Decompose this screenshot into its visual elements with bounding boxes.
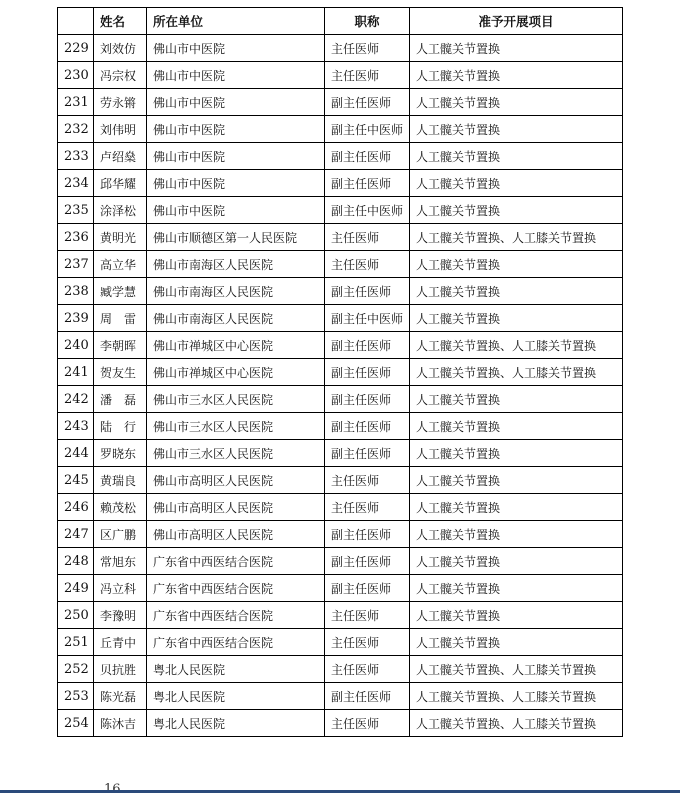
hospital-unit: 佛山市三水区人民医院	[147, 440, 325, 467]
row-index: 254	[58, 710, 94, 737]
row-index: 240	[58, 332, 94, 359]
professional-title: 副主任医师	[325, 440, 410, 467]
row-index: 239	[58, 305, 94, 332]
doctor-name: 丘青中	[94, 629, 147, 656]
doctor-name: 陆 行	[94, 413, 147, 440]
row-index: 237	[58, 251, 94, 278]
approved-project: 人工髋关节置换	[410, 575, 623, 602]
row-index: 248	[58, 548, 94, 575]
professional-title: 副主任医师	[325, 332, 410, 359]
approved-project: 人工髋关节置换	[410, 170, 623, 197]
professional-title: 副主任医师	[325, 521, 410, 548]
table-row	[58, 548, 623, 575]
doctor-name: 陈沐吉	[94, 710, 147, 737]
professional-title: 副主任医师	[325, 359, 410, 386]
doctor-name: 贝抗胜	[94, 656, 147, 683]
table-row	[58, 386, 623, 413]
professional-title: 副主任医师	[325, 575, 410, 602]
table-row	[58, 143, 623, 170]
doctor-name: 罗晓东	[94, 440, 147, 467]
approved-project: 人工髋关节置换	[410, 305, 623, 332]
approved-project: 人工髋关节置换	[410, 413, 623, 440]
hospital-unit: 佛山市高明区人民医院	[147, 521, 325, 548]
approved-project: 人工髋关节置换	[410, 629, 623, 656]
header-row	[58, 8, 623, 35]
row-index: 249	[58, 575, 94, 602]
doctor-name: 李豫明	[94, 602, 147, 629]
approved-project: 人工髋关节置换、人工膝关节置换	[410, 224, 623, 251]
table-row	[58, 629, 623, 656]
header-unit: 所在单位	[147, 8, 325, 35]
table-row	[58, 89, 623, 116]
approved-project: 人工髋关节置换	[410, 521, 623, 548]
hospital-unit: 佛山市中医院	[147, 62, 325, 89]
table-row	[58, 710, 623, 737]
hospital-unit: 佛山市禅城区中心医院	[147, 359, 325, 386]
approved-project: 人工髋关节置换、人工膝关节置换	[410, 332, 623, 359]
header-index	[58, 8, 94, 35]
table-row	[58, 35, 623, 62]
row-index: 251	[58, 629, 94, 656]
hospital-unit: 佛山市三水区人民医院	[147, 386, 325, 413]
table-row	[58, 683, 623, 710]
hospital-unit: 佛山市高明区人民医院	[147, 467, 325, 494]
row-index: 229	[58, 35, 94, 62]
document-table-container	[57, 7, 623, 737]
table-row	[58, 602, 623, 629]
approved-project: 人工髋关节置换	[410, 143, 623, 170]
table-row	[58, 494, 623, 521]
approved-project: 人工髋关节置换	[410, 386, 623, 413]
approved-project: 人工髋关节置换	[410, 548, 623, 575]
table-row	[58, 62, 623, 89]
doctor-name: 常旭东	[94, 548, 147, 575]
professional-title: 副主任医师	[325, 278, 410, 305]
table-row	[58, 575, 623, 602]
doctor-name: 卢绍燊	[94, 143, 147, 170]
hospital-unit: 佛山市中医院	[147, 170, 325, 197]
hospital-unit: 佛山市高明区人民医院	[147, 494, 325, 521]
row-index: 242	[58, 386, 94, 413]
row-index: 241	[58, 359, 94, 386]
row-index: 236	[58, 224, 94, 251]
approved-project: 人工髋关节置换、人工膝关节置换	[410, 683, 623, 710]
row-index: 232	[58, 116, 94, 143]
professional-title: 副主任中医师	[325, 305, 410, 332]
table-row	[58, 521, 623, 548]
doctor-name: 贺友生	[94, 359, 147, 386]
table-row	[58, 197, 623, 224]
professional-title: 副主任医师	[325, 548, 410, 575]
doctor-name: 黄明光	[94, 224, 147, 251]
table-row	[58, 251, 623, 278]
row-index: 235	[58, 197, 94, 224]
approved-project: 人工髋关节置换	[410, 62, 623, 89]
approved-project: 人工髋关节置换	[410, 197, 623, 224]
approved-project: 人工髋关节置换、人工膝关节置换	[410, 656, 623, 683]
table-row	[58, 305, 623, 332]
doctor-name: 周 雷	[94, 305, 147, 332]
professional-title: 主任医师	[325, 35, 410, 62]
professional-title: 副主任医师	[325, 386, 410, 413]
approved-project: 人工髋关节置换、人工膝关节置换	[410, 710, 623, 737]
doctor-name: 李朝晖	[94, 332, 147, 359]
doctor-name: 赖茂松	[94, 494, 147, 521]
table-row	[58, 656, 623, 683]
professional-title: 主任医师	[325, 224, 410, 251]
table-row	[58, 440, 623, 467]
row-index: 234	[58, 170, 94, 197]
hospital-unit: 佛山市南海区人民医院	[147, 278, 325, 305]
row-index: 245	[58, 467, 94, 494]
table-row	[58, 116, 623, 143]
header-project: 准予开展项目	[410, 8, 623, 35]
table-header	[58, 8, 623, 35]
hospital-unit: 粤北人民医院	[147, 710, 325, 737]
professional-title: 副主任医师	[325, 170, 410, 197]
professional-title: 副主任医师	[325, 683, 410, 710]
qualified-doctors-table	[57, 7, 623, 737]
professional-title: 主任医师	[325, 494, 410, 521]
professional-title: 主任医师	[325, 710, 410, 737]
approved-project: 人工髋关节置换	[410, 278, 623, 305]
row-index: 250	[58, 602, 94, 629]
approved-project: 人工髋关节置换、人工膝关节置换	[410, 359, 623, 386]
professional-title: 副主任医师	[325, 413, 410, 440]
hospital-unit: 佛山市三水区人民医院	[147, 413, 325, 440]
hospital-unit: 粤北人民医院	[147, 683, 325, 710]
hospital-unit: 粤北人民医院	[147, 656, 325, 683]
approved-project: 人工髋关节置换	[410, 251, 623, 278]
doctor-name: 高立华	[94, 251, 147, 278]
row-index: 253	[58, 683, 94, 710]
approved-project: 人工髋关节置换	[410, 440, 623, 467]
professional-title: 主任医师	[325, 467, 410, 494]
approved-project: 人工髋关节置换	[410, 116, 623, 143]
doctor-name: 黄瑞良	[94, 467, 147, 494]
professional-title: 副主任中医师	[325, 116, 410, 143]
doctor-name: 冯宗权	[94, 62, 147, 89]
hospital-unit: 广东省中西医结合医院	[147, 602, 325, 629]
table-body	[58, 35, 623, 737]
hospital-unit: 佛山市中医院	[147, 35, 325, 62]
approved-project: 人工髋关节置换	[410, 467, 623, 494]
professional-title: 主任医师	[325, 656, 410, 683]
doctor-name: 区广鹏	[94, 521, 147, 548]
row-index: 230	[58, 62, 94, 89]
professional-title: 主任医师	[325, 62, 410, 89]
row-index: 231	[58, 89, 94, 116]
table-row	[58, 224, 623, 251]
header-name: 姓名	[94, 8, 147, 35]
doctor-name: 臧学慧	[94, 278, 147, 305]
hospital-unit: 佛山市中医院	[147, 197, 325, 224]
row-index: 247	[58, 521, 94, 548]
row-index: 233	[58, 143, 94, 170]
row-index: 252	[58, 656, 94, 683]
doctor-name: 刘伟明	[94, 116, 147, 143]
doctor-name: 邱华耀	[94, 170, 147, 197]
hospital-unit: 佛山市南海区人民医院	[147, 251, 325, 278]
professional-title: 主任医师	[325, 602, 410, 629]
hospital-unit: 广东省中西医结合医院	[147, 575, 325, 602]
doctor-name: 涂泽松	[94, 197, 147, 224]
table-row	[58, 170, 623, 197]
doctor-name: 潘 磊	[94, 386, 147, 413]
doctor-name: 冯立科	[94, 575, 147, 602]
table-row	[58, 467, 623, 494]
row-index: 238	[58, 278, 94, 305]
doctor-name: 陈光磊	[94, 683, 147, 710]
table-row	[58, 278, 623, 305]
row-index: 246	[58, 494, 94, 521]
table-row	[58, 413, 623, 440]
table-row	[58, 359, 623, 386]
hospital-unit: 佛山市顺德区第一人民医院	[147, 224, 325, 251]
professional-title: 副主任中医师	[325, 197, 410, 224]
hospital-unit: 佛山市中医院	[147, 143, 325, 170]
hospital-unit: 佛山市禅城区中心医院	[147, 332, 325, 359]
professional-title: 主任医师	[325, 629, 410, 656]
professional-title: 副主任医师	[325, 143, 410, 170]
hospital-unit: 广东省中西医结合医院	[147, 629, 325, 656]
approved-project: 人工髋关节置换	[410, 494, 623, 521]
approved-project: 人工髋关节置换	[410, 602, 623, 629]
hospital-unit: 佛山市南海区人民医院	[147, 305, 325, 332]
row-index: 244	[58, 440, 94, 467]
hospital-unit: 广东省中西医结合医院	[147, 548, 325, 575]
hospital-unit: 佛山市中医院	[147, 116, 325, 143]
row-index: 243	[58, 413, 94, 440]
table-row	[58, 332, 623, 359]
approved-project: 人工髋关节置换	[410, 89, 623, 116]
doctor-name: 劳永锵	[94, 89, 147, 116]
approved-project: 人工髋关节置换	[410, 35, 623, 62]
doctor-name: 刘效仿	[94, 35, 147, 62]
professional-title: 副主任医师	[325, 89, 410, 116]
hospital-unit: 佛山市中医院	[147, 89, 325, 116]
header-title: 职称	[325, 8, 410, 35]
professional-title: 主任医师	[325, 251, 410, 278]
